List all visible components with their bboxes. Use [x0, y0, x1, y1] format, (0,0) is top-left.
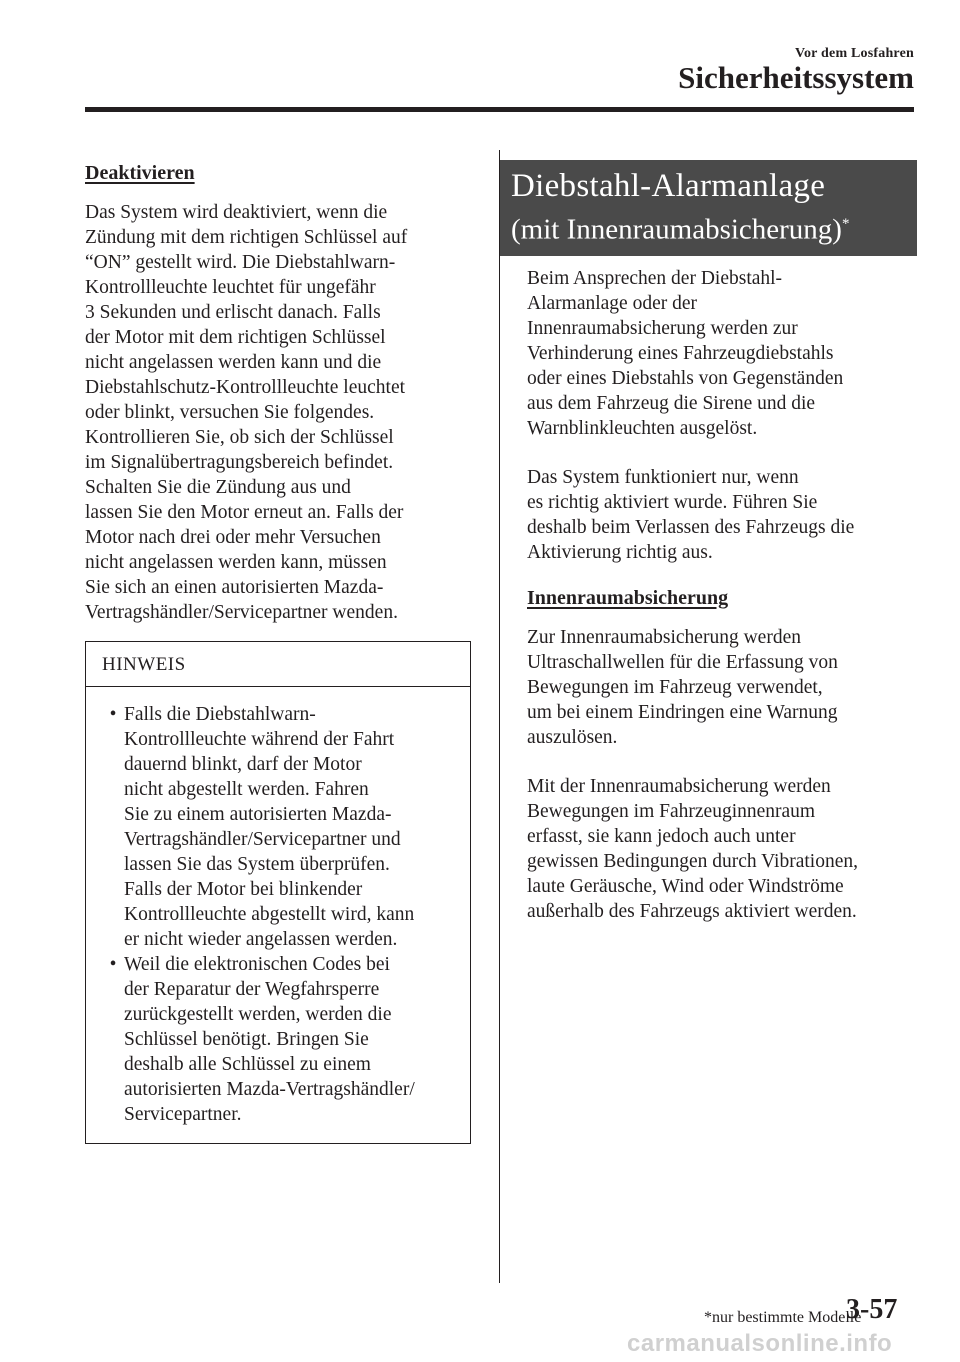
section-label: Vor dem Losfahren — [794, 46, 914, 61]
column-divider — [499, 150, 500, 1283]
notice-box — [85, 641, 471, 1144]
alarm-activation: Das System funktioniert nur, wenn es richtig aktiviert wurde. Führen Sie deshalb beim Verlassen des Fahrzeugs die Aktivierung richtig aus. — [527, 466, 855, 563]
notice-bullet — [102, 702, 460, 952]
notice-bullet — [102, 952, 460, 1127]
bullet-icon: • — [109, 954, 117, 975]
banner-title: Diebstahl-Alarmanlage — [511, 168, 826, 204]
interior-heading: Innenraumabsicherung — [527, 586, 729, 609]
header-rule — [85, 107, 914, 112]
left-column — [85, 160, 475, 1144]
page-title: Sicherheitssystem — [678, 60, 914, 95]
right-column — [511, 160, 922, 924]
notice-title: HINWEIS — [86, 642, 470, 687]
bullet-icon: • — [109, 704, 117, 725]
footnote: *nur bestimmte Modelle — [704, 1309, 862, 1326]
notice-bullet-text: Falls die Diebstahlwarn- Kontrollleuchte während der Fahrt dauernd blinkt, darf der Motor nicht abgestellt werden. Fahren Sie zu einem autorisierten Mazda- Vertragshändler/Servicepartner und lassen Sie das System überprüfen. Falls der Motor bei blinkender Kontrollleuchte abgestellt wird, kann er nicht wieder angelassen werden. — [124, 704, 415, 950]
notice-bullet-text: Weil die elektronischen Codes bei der Reparatur der Wegfahrsperre zurückgestellt werden, werden die Schlüssel benötigt. Bringen Sie deshalb alle Schlüssel zu einem autorisierten Mazda-Vertragshändler/ Servicepartner. — [124, 954, 415, 1125]
page-number: 3-57 — [846, 1294, 898, 1325]
section-banner — [500, 160, 917, 256]
deactivate-body: Das System wird deaktiviert, wenn die Zündung mit dem richtigen Schlüssel auf “ON” gestellt wird. Die Diebstahlwarn- Kontrollleuchte leuchtet für ungefähr 3 Sekunden und erlischt danach. Falls der Motor mit dem richtigen Schlüssel nicht angelassen werden kann und die Diebstahlschutz-Kontrollleuchte leuchtet oder blinkt, versuchen Sie folgendes. Kontrollieren Sie, ob sich der Schlüssel im Signalübertragungsbereich befindet. Schalten Sie die Zündung aus und lassen Sie den Motor erneut an. Falls der Motor nach drei oder mehr Versuchen nicht angelassen werden kann, müssen Sie sich an einen autorisierten Mazda- Vertragshändler/Servicepartner wenden. — [85, 202, 408, 623]
alarm-intro: Beim Ansprechen der Diebstahl- Alarmanlage oder der Innenraumabsicherung werden zur Verhinderung eines Fahrzeugdiebstahls oder eines Diebstahls von Gegenständen aus dem Fahrzeug die Sirene und die Warnblinkleuchten ausgelöst. — [527, 267, 844, 439]
watermark: carmanualsonline.info — [627, 1330, 893, 1357]
footnote-star: * — [841, 216, 850, 232]
interior-body-1: Zur Innenraumabsicherung werden Ultraschallwellen für die Erfassung von Bewegungen im Fahrzeug verwendet, um bei einem Eindringen eine Warnung auszulösen. — [527, 626, 838, 748]
banner-subtitle-text: (mit Innenraumabsicherung) — [511, 213, 842, 246]
interior-body-2: Mit der Innenraumabsicherung werden Bewegungen im Fahrzeuginnenraum erfasst, sie kann jedoch auch unter gewissen Bedingungen durch Vibrationen, laute Geräusche, Wind oder Windströme außerhalb des Fahrzeugs aktiviert werden. — [527, 775, 858, 922]
banner-subtitle — [511, 206, 917, 248]
deactivate-heading: Deaktivieren — [85, 162, 195, 184]
